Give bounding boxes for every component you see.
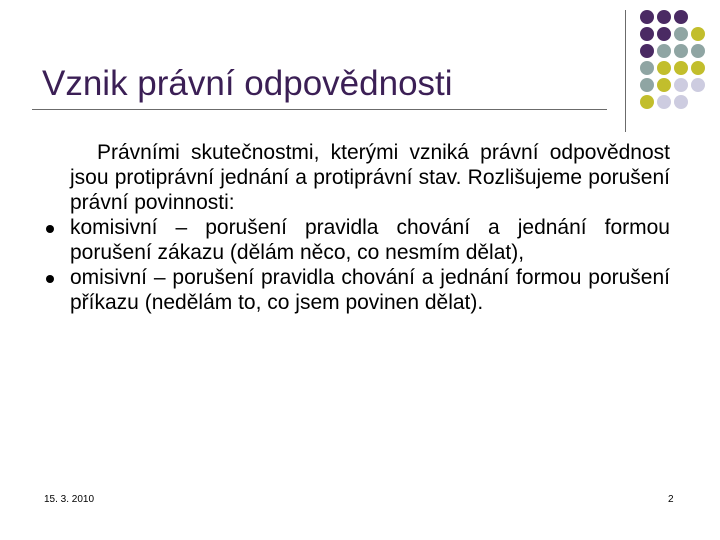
slide-title: Vznik právní odpovědnosti bbox=[42, 64, 453, 103]
bullet-text: komisivní – porušení pravidla chování a jednání formou porušení zákazu (dělám něco, co nesmím dělat), bbox=[70, 216, 670, 264]
dot-lavender bbox=[657, 95, 671, 109]
dot-purple bbox=[674, 10, 688, 24]
dot-olive bbox=[674, 61, 688, 75]
dot-olive bbox=[657, 78, 671, 92]
dot-teal bbox=[674, 44, 688, 58]
dot-olive bbox=[640, 95, 654, 109]
slide-body bbox=[70, 140, 670, 315]
footer-date: 15. 3. 2010 bbox=[44, 494, 95, 505]
dot-teal bbox=[674, 27, 688, 41]
page-number: 2 bbox=[668, 494, 674, 505]
bullet-dot-icon bbox=[46, 225, 54, 233]
bullet-dot-icon bbox=[46, 275, 54, 283]
dot-olive bbox=[691, 27, 705, 41]
dot-olive bbox=[657, 61, 671, 75]
dot-teal bbox=[640, 61, 654, 75]
dot-purple bbox=[657, 10, 671, 24]
decorative-dot-grid bbox=[640, 10, 716, 120]
dot-teal bbox=[691, 44, 705, 58]
dot-purple bbox=[640, 10, 654, 24]
dot-lavender bbox=[674, 95, 688, 109]
title-underline bbox=[32, 109, 607, 110]
dot-purple bbox=[640, 27, 654, 41]
bullet-item bbox=[70, 215, 670, 265]
dot-purple bbox=[657, 27, 671, 41]
dot-olive bbox=[691, 61, 705, 75]
intro-paragraph: Právními skutečnostmi, kterými vzniká právní odpovědnost jsou protiprávní jednání a protiprávní stav. Rozlišujeme porušení právní povinnosti: bbox=[70, 141, 670, 214]
dot-purple bbox=[640, 44, 654, 58]
vertical-divider bbox=[625, 10, 626, 132]
dot-lavender bbox=[691, 78, 705, 92]
bullet-text: omisivní – porušení pravidla chování a jednání formou porušení příkazu (nedělám to, co jsem povinen dělat). bbox=[70, 266, 670, 314]
dot-teal bbox=[657, 44, 671, 58]
dot-lavender bbox=[674, 78, 688, 92]
dot-teal bbox=[640, 78, 654, 92]
bullet-item bbox=[70, 265, 670, 315]
